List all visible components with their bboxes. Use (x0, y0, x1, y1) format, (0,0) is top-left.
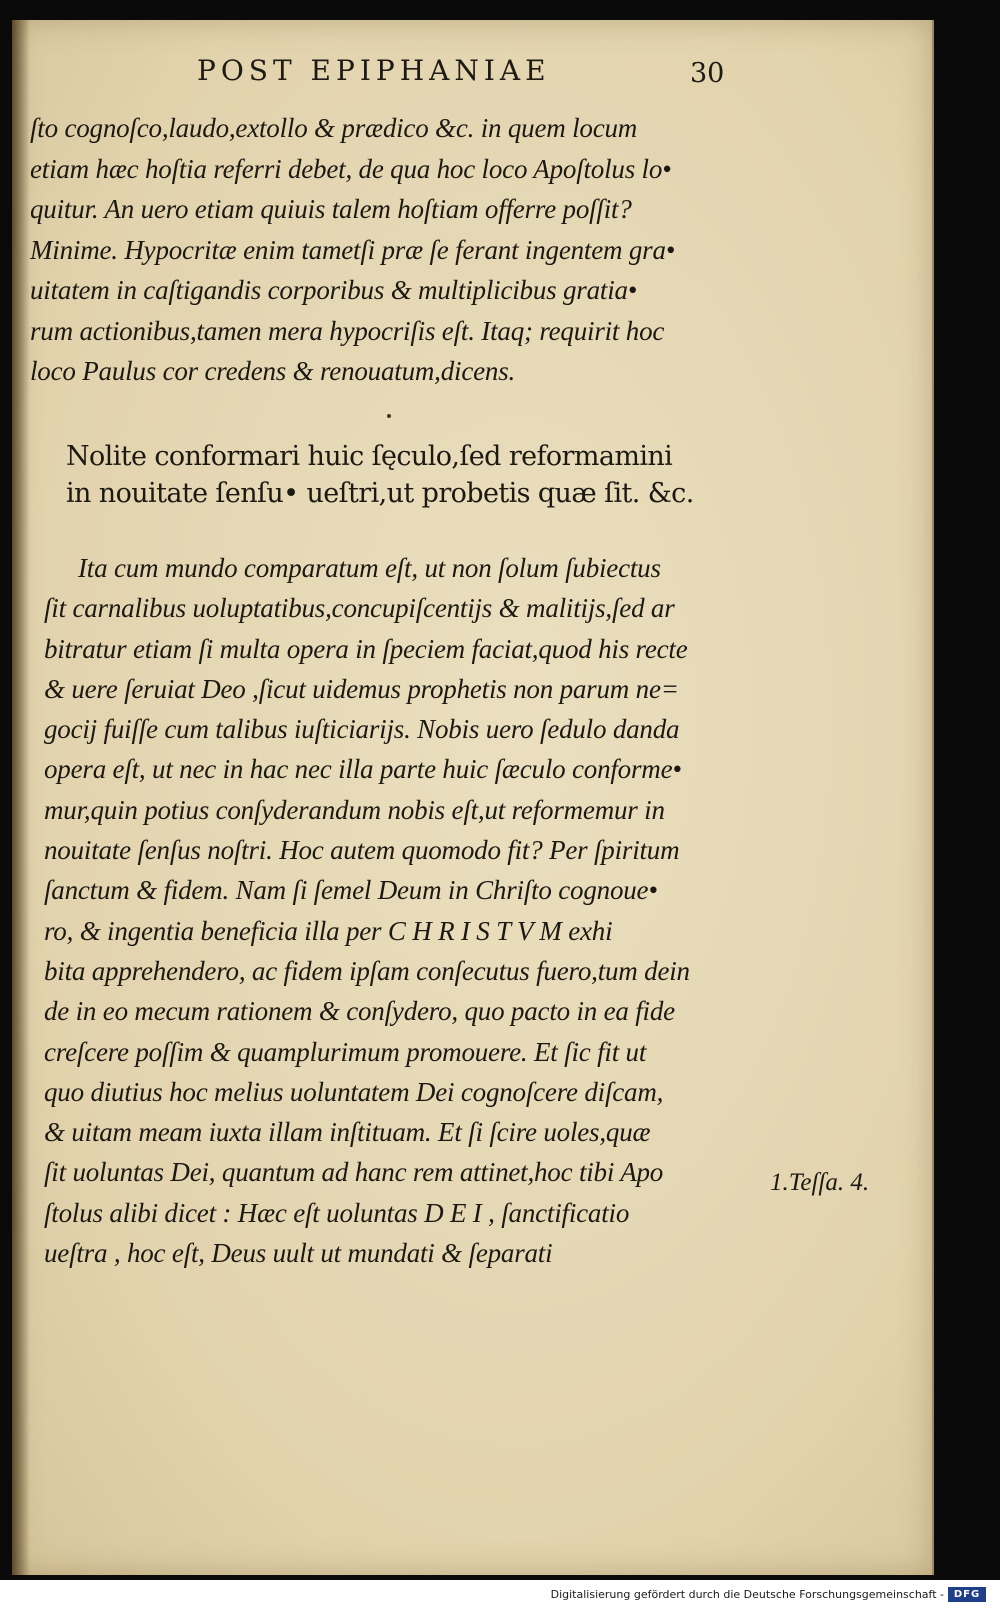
text-line: ſit carnalibus uoluptatibus,concupiſcentijs & malitijs,ſed ar (44, 593, 675, 624)
marginal-reference: 1.Teſſa. 4. (770, 1169, 870, 1196)
text-line: ſanctum & fidem. Nam ſi ſemel Deum in Chriſto cognoue• (44, 875, 658, 906)
text-line: ro, & ingentia beneficia illa per C H R I S T V M exhi (44, 915, 613, 946)
dfg-logo[interactable]: DFG (948, 1587, 986, 1602)
text-line: ſit uoluntas Dei, quantum ad hanc rem attinet,hoc tibi Apo (44, 1157, 664, 1188)
text-line: creſcere poſſim & quamplurimum promouere. Et ſic fit ut (44, 1036, 647, 1067)
text-line: etiam hæc hoſtia referri debet, de qua hoc loco Apoſtolus lo• (30, 153, 672, 184)
text-line: Minime. Hypocritæ enim tametſi præ ſe ferant ingentem gra• (30, 234, 676, 265)
paragraph-1 (30, 108, 750, 392)
quote-line: in nouitate ſenſu• ueſtri,ut probetis quæ ſit. &c. (66, 478, 694, 509)
text-line: Ita cum mundo comparatum eſt, ut non ſolum ſubiectus (78, 553, 661, 583)
quote-line: Nolite conformari huic ſęculo,ſed reformamini (66, 441, 673, 472)
book-page (12, 20, 934, 1575)
text-line: bitratur etiam ſi multa opera in ſpeciem faciat,quod his recte (44, 633, 688, 664)
page-number: 30 (690, 58, 725, 89)
text-line: bita apprehendero, ac fidem ipſam conſecutus fuero,tum dein (44, 955, 690, 986)
text-line: quo diutius hoc melius uoluntatem Dei cognoſcere diſcam, (44, 1076, 664, 1107)
text-line: mur,quin potius conſyderandum nobis eſt,ut reformemur in (44, 794, 665, 825)
text-line: opera eſt, ut nec in hac nec illa parte huic ſæculo conforme• (44, 754, 682, 785)
text-line: gocij fuiſſe cum talibus iuſticiarijs. Nobis uero ſedulo danda (44, 714, 680, 745)
text-line: & uere ſeruiat Deo ,ſicut uidemus prophetis non parum ne= (44, 673, 679, 704)
scripture-quote (30, 438, 750, 512)
footer-credit: Digitalisierung gefördert durch die Deutsche Forschungsgemeinschaft - (550, 1588, 944, 1601)
footer-bar (0, 1580, 1000, 1612)
text-line: uitatem in caſtigandis corporibus & multiplicibus gratia• (30, 275, 638, 305)
page-gutter-shadow (12, 20, 30, 1575)
text-line: & uitam meam iuxta illam inſtituam. Et ſi ſcire uoles,quæ (44, 1117, 651, 1148)
text-line: ſto cognoſco,laudo,extollo & prædico &c. in quem locum (30, 113, 638, 143)
text-line: loco Paulus cor credens & renouatum,dicens. (30, 356, 516, 386)
text-line: de in eo mecum rationem & conſydero, quo pacto in ea fide (44, 996, 675, 1027)
ink-dot (387, 414, 391, 418)
text-line: ſtolus alibi dicet : Hæc eſt uoluntas D E I , ſanctificatio (44, 1197, 630, 1228)
text-line: ueſtra , hoc eſt, Deus uult ut mundati & ſeparati (44, 1238, 553, 1269)
running-head-title: POST EPIPHANIAE (197, 54, 551, 87)
text-line: rum actionibus,tamen mera hypocriſis eſt. Itaq; requirit hoc (30, 315, 665, 346)
paragraph-3 (30, 548, 750, 1273)
text-line: quitur. An uero etiam quiuis talem hoſtiam offerre poſſit? (30, 194, 632, 224)
text-line: nouitate ſenſus noſtri. Hoc autem quomodo fit? Per ſpiritum (44, 835, 680, 866)
